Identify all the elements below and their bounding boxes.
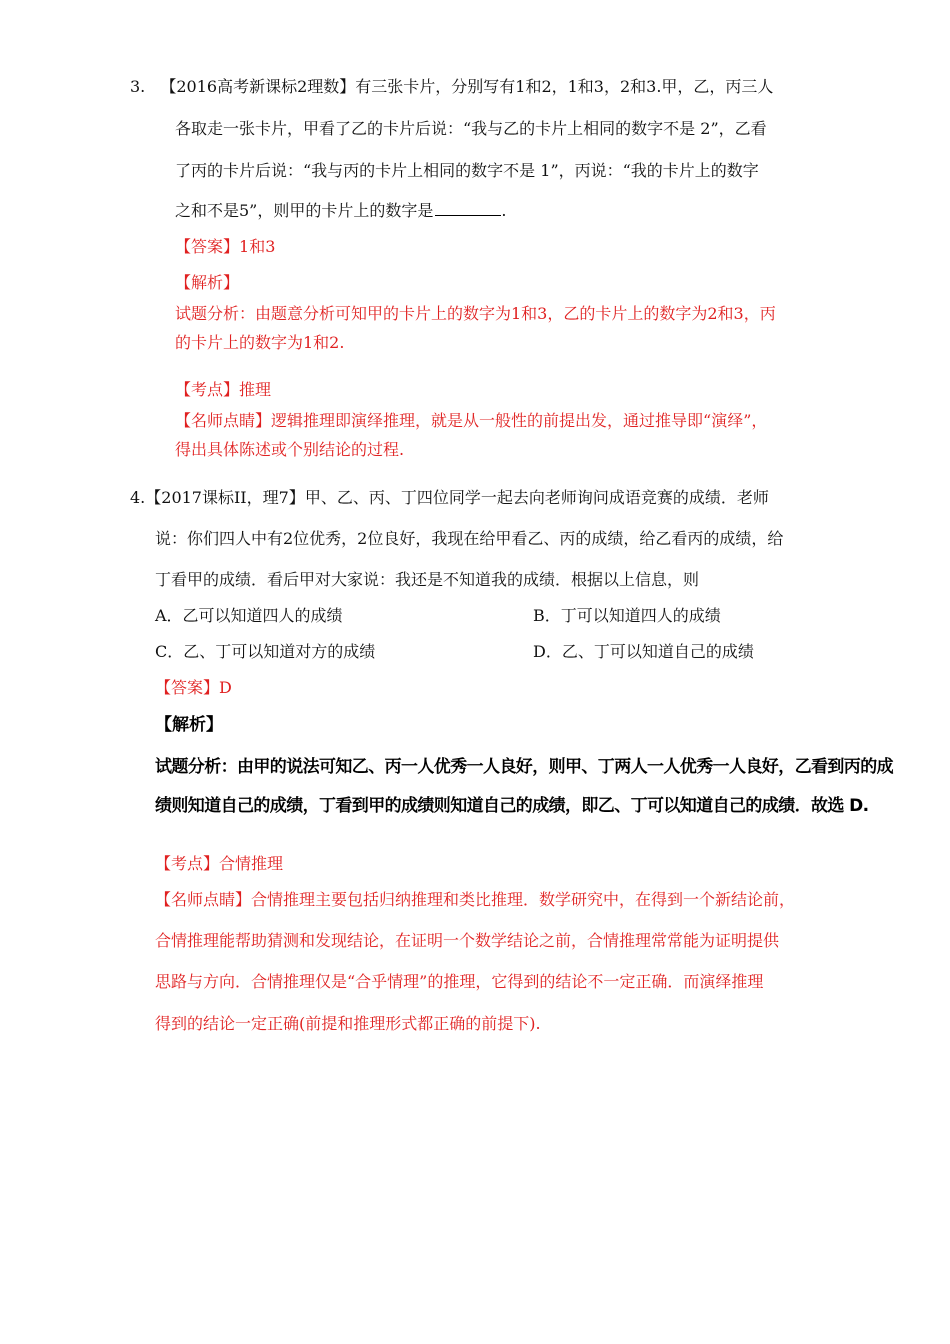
q3-stem-line-4-text: 之和不是5”，则甲的卡片上的数字是 bbox=[175, 201, 434, 220]
q3-stem-line-3: 了丙的卡片后说：“我与丙的卡片上相同的数字不是 1”，丙说：“我的卡片上的数字 bbox=[175, 161, 759, 180]
q4-analysis-line-1: 试题分析：由甲的说法可知乙、丙一人优秀一人良好，则甲、丁两人一人优秀一人良好，乙看到丙的成 bbox=[155, 757, 893, 777]
q3-mingshi-line-1 bbox=[175, 410, 767, 432]
q3-first-line bbox=[130, 76, 773, 98]
q4-option-b: B．丁可以知道四人的成绩 bbox=[533, 606, 721, 625]
q3-analysis-line-1: 试题分析：由题意分析可知甲的卡片上的数字为1和3，乙的卡片上的数字为2和3，丙 bbox=[175, 304, 776, 323]
q4-kaodian-value: 合情推理 bbox=[219, 854, 284, 873]
q4-mingshi-text-1: 合情推理主要包括归纳推理和类比推理．数学研究中，在得到一个新结论前， bbox=[251, 890, 796, 909]
q3-mingshi-tag: 【名师点睛】 bbox=[175, 411, 272, 430]
q4-option-d: D．乙、丁可以知道自己的成绩 bbox=[533, 642, 754, 661]
q3-stem-line-4 bbox=[175, 200, 506, 222]
q4-option-c: C．乙、丁可以知道对方的成绩 bbox=[155, 642, 376, 661]
answer-blank bbox=[435, 201, 501, 216]
q3-stem-line-1: 有三张卡片，分别写有1和2，1和3，2和3.甲，乙，丙三人 bbox=[355, 77, 774, 96]
q4-analysis-tag: 【解析】 bbox=[155, 715, 223, 735]
q4-mingshi-line-2: 合情推理能帮助猜测和发现结论，在证明一个数学结论之前，合情推理常常能为证明提供 bbox=[155, 931, 780, 950]
q4-mingshi-line-4: 得到的结论一定正确(前提和推理形式都正确的前提下). bbox=[155, 1014, 541, 1033]
q4-mingshi-tag: 【名师点睛】 bbox=[155, 890, 252, 909]
q3-stem-line-2: 各取走一张卡片，甲看了乙的卡片后说：“我与乙的卡片上相同的数字不是 2”，乙看 bbox=[175, 119, 767, 138]
q3-kaodian-value: 推理 bbox=[239, 380, 272, 399]
q4-number: 4. bbox=[130, 488, 146, 507]
q3-mingshi-text-1: 逻辑推理即演绎推理，就是从一般性的前提出发，通过推导即“演绎”， bbox=[271, 411, 768, 430]
q3-number: 3. bbox=[130, 77, 146, 96]
q3-answer bbox=[175, 236, 275, 258]
q4-kaodian bbox=[155, 853, 283, 875]
q4-answer bbox=[155, 677, 232, 699]
q4-stem-line-2: 说：你们四人中有2位优秀，2位良好，我现在给甲看乙、丙的成绩，给乙看丙的成绩，给 bbox=[155, 529, 784, 548]
q3-mingshi-line-2: 得出具体陈述或个别结论的过程. bbox=[175, 440, 405, 459]
q4-answer-tag: 【答案】 bbox=[155, 678, 220, 697]
q4-answer-value: D bbox=[219, 678, 232, 697]
q3-answer-value: 1和3 bbox=[239, 237, 276, 256]
q4-first-line bbox=[130, 487, 769, 509]
q4-analysis-line-2: 绩则知道自己的成绩，丁看到甲的成绩则知道自己的成绩，即乙、丁可以知道自己的成绩．故选 D. bbox=[155, 796, 869, 816]
q4-mingshi-line-1 bbox=[155, 889, 795, 911]
q3-source: 【2016高考新课标2理数】 bbox=[160, 77, 356, 96]
q4-mingshi-line-3: 思路与方向．合情推理仅是“合乎情理”的推理，它得到的结论不一定正确．而演绎推理 bbox=[155, 972, 764, 991]
q3-analysis-line-2: 的卡片上的数字为1和2. bbox=[175, 333, 345, 352]
q4-stem-line-3: 丁看甲的成绩．看后甲对大家说：我还是不知道我的成绩．根据以上信息，则 bbox=[155, 570, 700, 589]
q3-kaodian bbox=[175, 379, 271, 401]
q3-end-punct: . bbox=[501, 201, 507, 220]
q3-analysis-tag: 【解析】 bbox=[175, 273, 240, 292]
q4-source: 【2017课标II，理7】 bbox=[145, 488, 305, 507]
q3-answer-tag: 【答案】 bbox=[175, 237, 240, 256]
q4-option-a: A．乙可以知道四人的成绩 bbox=[155, 606, 343, 625]
q4-stem-line-1: 甲、乙、丙、丁四位同学一起去向老师询问成语竞赛的成绩．老师 bbox=[304, 488, 769, 507]
q3-kaodian-tag: 【考点】 bbox=[175, 380, 240, 399]
q4-kaodian-tag: 【考点】 bbox=[155, 854, 220, 873]
